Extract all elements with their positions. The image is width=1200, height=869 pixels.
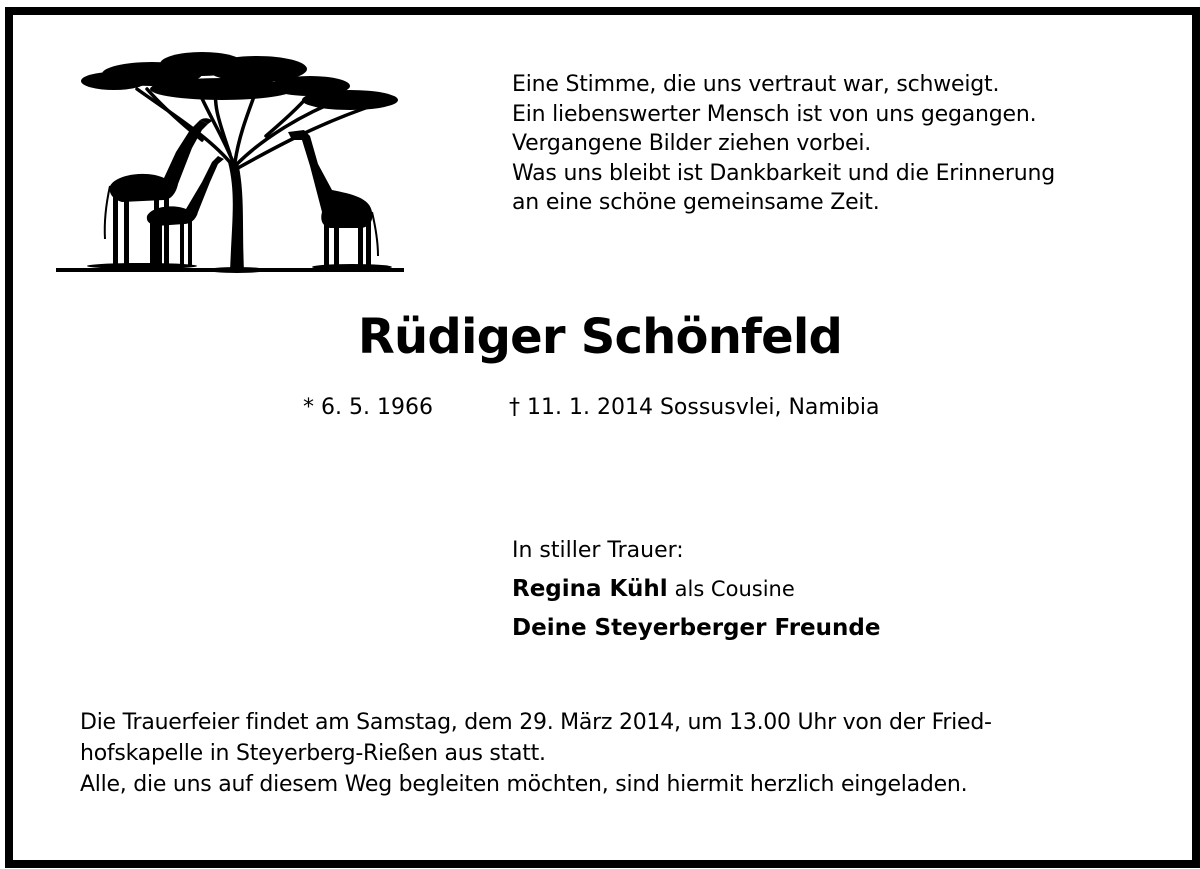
death-date-place: † 11. 1. 2014 Sossusvlei, Namibia bbox=[509, 395, 880, 420]
mourner-person bbox=[512, 570, 880, 609]
verse-line: Eine Stimme, die uns vertraut war, schweigt. bbox=[512, 72, 1000, 97]
mourner-person-relation: als Cousine bbox=[674, 577, 795, 601]
birth-date: * 6. 5. 1966 bbox=[303, 395, 433, 420]
acacia-tree-giraffes-icon bbox=[52, 44, 408, 280]
notice-line: Die Trauerfeier findet am Samstag, dem 29. März 2014, um 13.00 Uhr von der Fried- bbox=[80, 710, 992, 735]
verse-line: Vergangene Bilder ziehen vorbei. bbox=[512, 131, 872, 156]
verse-line: Was uns bleibt ist Dankbarkeit und die Erinnerung bbox=[512, 160, 1055, 186]
mourners-intro: In stiller Trauer: bbox=[512, 538, 684, 563]
memorial-verse bbox=[512, 70, 1055, 218]
verse-line: Ein liebenswerter Mensch ist von uns gegangen. bbox=[512, 101, 1037, 127]
mourner-person-name: Regina Kühl bbox=[512, 576, 668, 602]
mourners-block bbox=[512, 532, 880, 647]
notice-line: Alle, die uns auf diesem Weg begleiten möchten, sind hiermit herzlich eingeladen. bbox=[80, 772, 968, 797]
notice-line: hofskapelle in Steyerberg-Rießen aus statt. bbox=[80, 741, 546, 766]
deceased-name: Rüdiger Schönfeld bbox=[357, 309, 843, 365]
verse-line: an eine schöne gemeinsame Zeit. bbox=[512, 190, 880, 215]
mourner-group: Deine Steyerberger Freunde bbox=[512, 615, 881, 641]
funeral-notice bbox=[80, 707, 1140, 800]
